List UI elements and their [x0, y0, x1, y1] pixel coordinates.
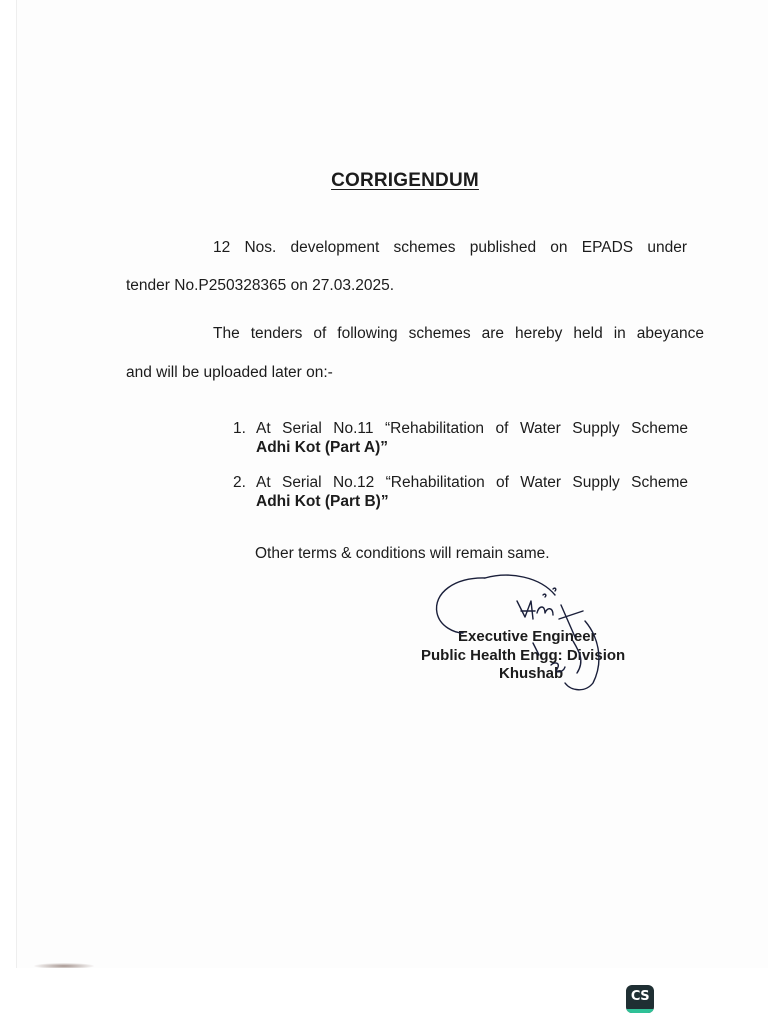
paragraph-1-line-1: 12 Nos. development schemes published on EPADS under [213, 239, 687, 256]
camscanner-logo-icon [626, 985, 654, 1013]
camscanner-logo-accent [626, 1009, 654, 1013]
list-item-text: At Serial No.11 “Rehabilitation of Water Supply Scheme [256, 420, 688, 437]
signatory-designation: Executive Engineer [458, 628, 597, 645]
list-item-number: 2. [233, 474, 246, 491]
list-item-scheme-name: Adhi Kot (Part B)” [256, 493, 389, 510]
camscanner-logo-text: CS [630, 989, 650, 1004]
signatory-office: Public Health Engg: Division [421, 647, 626, 664]
paragraph-2-line-1: The tenders of following schemes are hereby held in abeyance [213, 325, 704, 342]
document-page [16, 0, 768, 968]
list-item-number: 1. [233, 420, 246, 437]
paragraph-2-line-2: and will be uploaded later on:- [126, 364, 333, 381]
closing-statement: Other terms & conditions will remain same. [255, 545, 550, 562]
signatory-location: Khushab [499, 665, 564, 682]
list-item-text: At Serial No.12 “Rehabilitation of Water Supply Scheme [256, 474, 688, 491]
paragraph-1-line-2: tender No.P250328365 on 27.03.2025. [126, 277, 395, 294]
document-title: CORRIGENDUM [331, 170, 479, 191]
list-item-scheme-name: Adhi Kot (Part A)” [256, 439, 389, 456]
